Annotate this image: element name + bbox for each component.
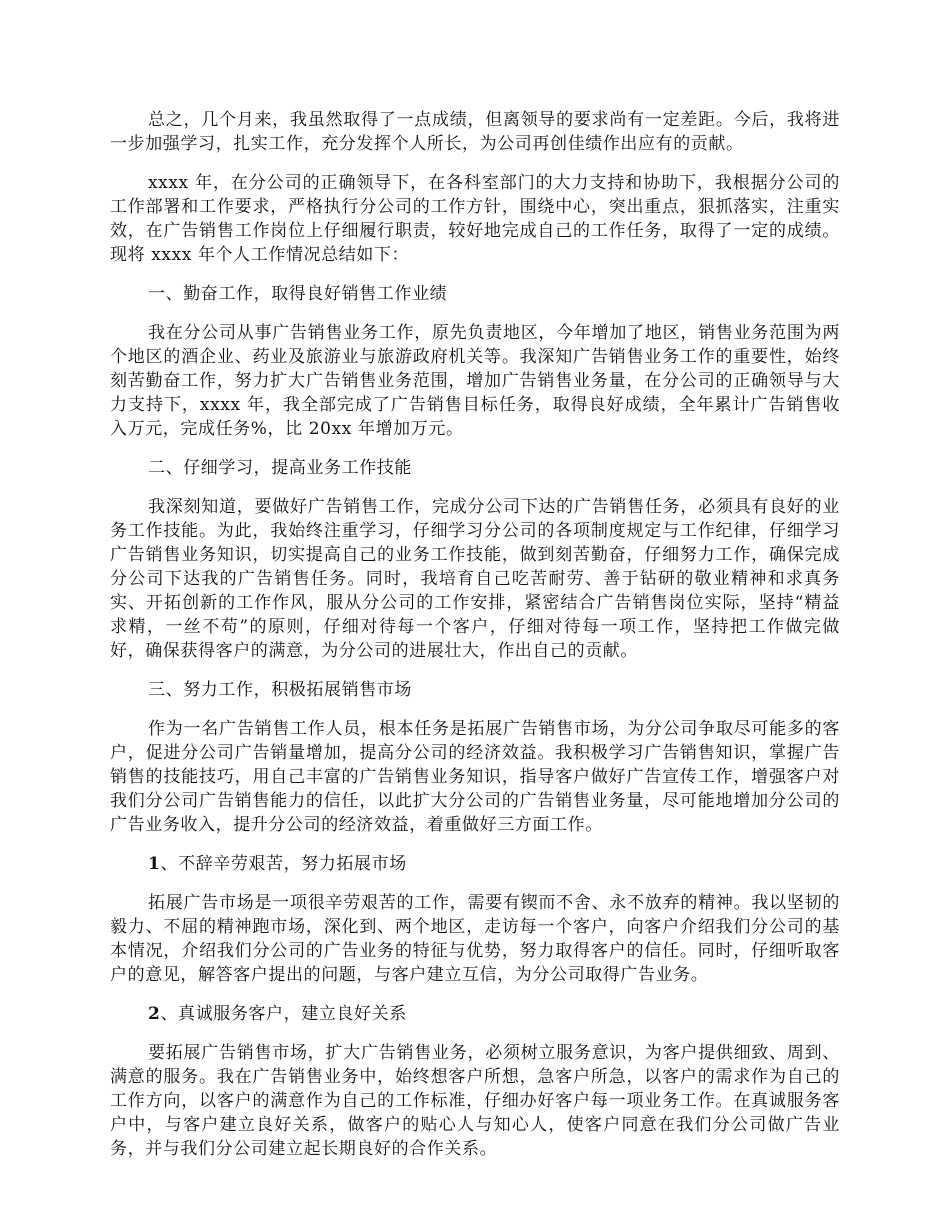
- section-heading-1: 一、勤奋工作，取得良好销售工作业绩: [148, 284, 448, 304]
- subsection-heading-1: [110, 852, 840, 876]
- paragraph-subsection-1: 拓展广告市场是一项很辛劳艰苦的工作，需要有锲而不舍、永不放弃的精神。我以坚韧的毅力、不屈的精神跑市场，深化到、两个地区，走访每一个客户，向客户介绍我们分公司的基本情况，介绍我们分公司的广告业务的特征与优势，努力取得客户的信任。同时，仔细听取客户的意见，解答客户提出的问题，与客户建立互信，为分公司取得广告业务。: [110, 893, 840, 985]
- section-heading-3: 三、努力工作，积极拓展销售市场: [148, 680, 412, 700]
- subsection-title: 、不辞辛劳艰苦，努力拓展市场: [160, 854, 407, 874]
- paragraph-subsection-2: 要拓展广告销售市场，扩大广告销售业务，必须树立服务意识，为客户提供细致、周到、满意的服务。我在广告销售业务中，始终想客户所想，急客户所急，以客户的需求作为自己的工作方向，以客户的满意作为自己的工作标准，仔细办好客户每一项业务工作。在真诚服务客户中，与客户建立良好关系，做客户的贴心人与知心人，使客户同意在我们分公司做广告业务，并与我们分公司建立起长期良好的合作关系。: [110, 1043, 840, 1159]
- subsection-number: 2: [148, 1004, 161, 1024]
- subsection-number: 1: [148, 854, 161, 874]
- subsection-heading-2: [110, 1002, 840, 1026]
- section-heading-2: 二、仔细学习，提高业务工作技能: [148, 458, 412, 478]
- paragraph-section-3: 作为一名广告销售工作人员，根本任务是拓展广告销售市场，为分公司争取尽可能多的客户，促进分公司广告销量增加，提高分公司的经济效益。我积极学习广告销售知识，掌握广告销售的技能技巧，用自己丰富的广告销售业务知识，指导客户做好广告宣传工作，增强客户对我们分公司广告销售能力的信任，以此扩大分公司的广告销售业务量，尽可能地增加分公司的广告业务收入，提升分公司的经济效益，着重做好三方面工作。: [110, 719, 840, 835]
- paragraph-conclusion: 总之，几个月来，我虽然取得了一点成绩，但离领导的要求尚有一定差距。今后，我将进一步加强学习，扎实工作，充分发挥个人所长，为公司再创佳绩作出应有的贡献。: [110, 110, 840, 154]
- document-page: [110, 108, 840, 1176]
- paragraph-section-2: 我深刻知道，要做好广告销售工作，完成分公司下达的广告销售任务，必须具有良好的业务工作技能。为此，我始终注重学习，仔细学习分公司的各项制度规定与工作纪律，仔细学习广告销售业务知识，切实提高自己的业务工作技能，做到刻苦勤奋，仔细努力工作，确保完成分公司下达我的广告销售任务。同时，我培育自己吃苦耐劳、善于钻研的敬业精神和求真务实、开拓创新的工作作风，服从分公司的工作安排，紧密结合广告销售岗位实际，坚持“精益求精，一丝不苟”的原则，仔细对待每一个客户，仔细对待每一项工作，坚持把工作做完做好，确保获得客户的满意，为分公司的进展壮大，作出自己的贡献。: [110, 497, 840, 661]
- subsection-title: 、真诚服务客户，建立良好关系: [160, 1004, 407, 1024]
- paragraph-intro: xxxx 年，在分公司的正确领导下，在各科室部门的大力支持和协助下，我根据分公司的工作部署和工作要求，严格执行分公司的工作方针，围绕中心，突出重点，狠抓落实，注重实效，在广告销售工作岗位上仔细履行职责，较好地完成自己的工作任务，取得了一定的成绩。现将 xxxx 年个人工作情况总结如下：: [110, 173, 840, 265]
- paragraph-section-1: 我在分公司从事广告销售业务工作，原先负责地区，今年增加了地区，销售业务范围为两个地区的酒企业、药业及旅游业与旅游政府机关等。我深知广告销售业务工作的重要性，始终刻苦勤奋工作，努力扩大广告销售业务范围，增加广告销售业务量，在分公司的正确领导与大力支持下，xxxx 年，我全部完成了广告销售目标任务，取得良好成绩，全年累计广告销售收入万元，完成任务%，比 20xx 年增加万元。: [110, 323, 840, 439]
